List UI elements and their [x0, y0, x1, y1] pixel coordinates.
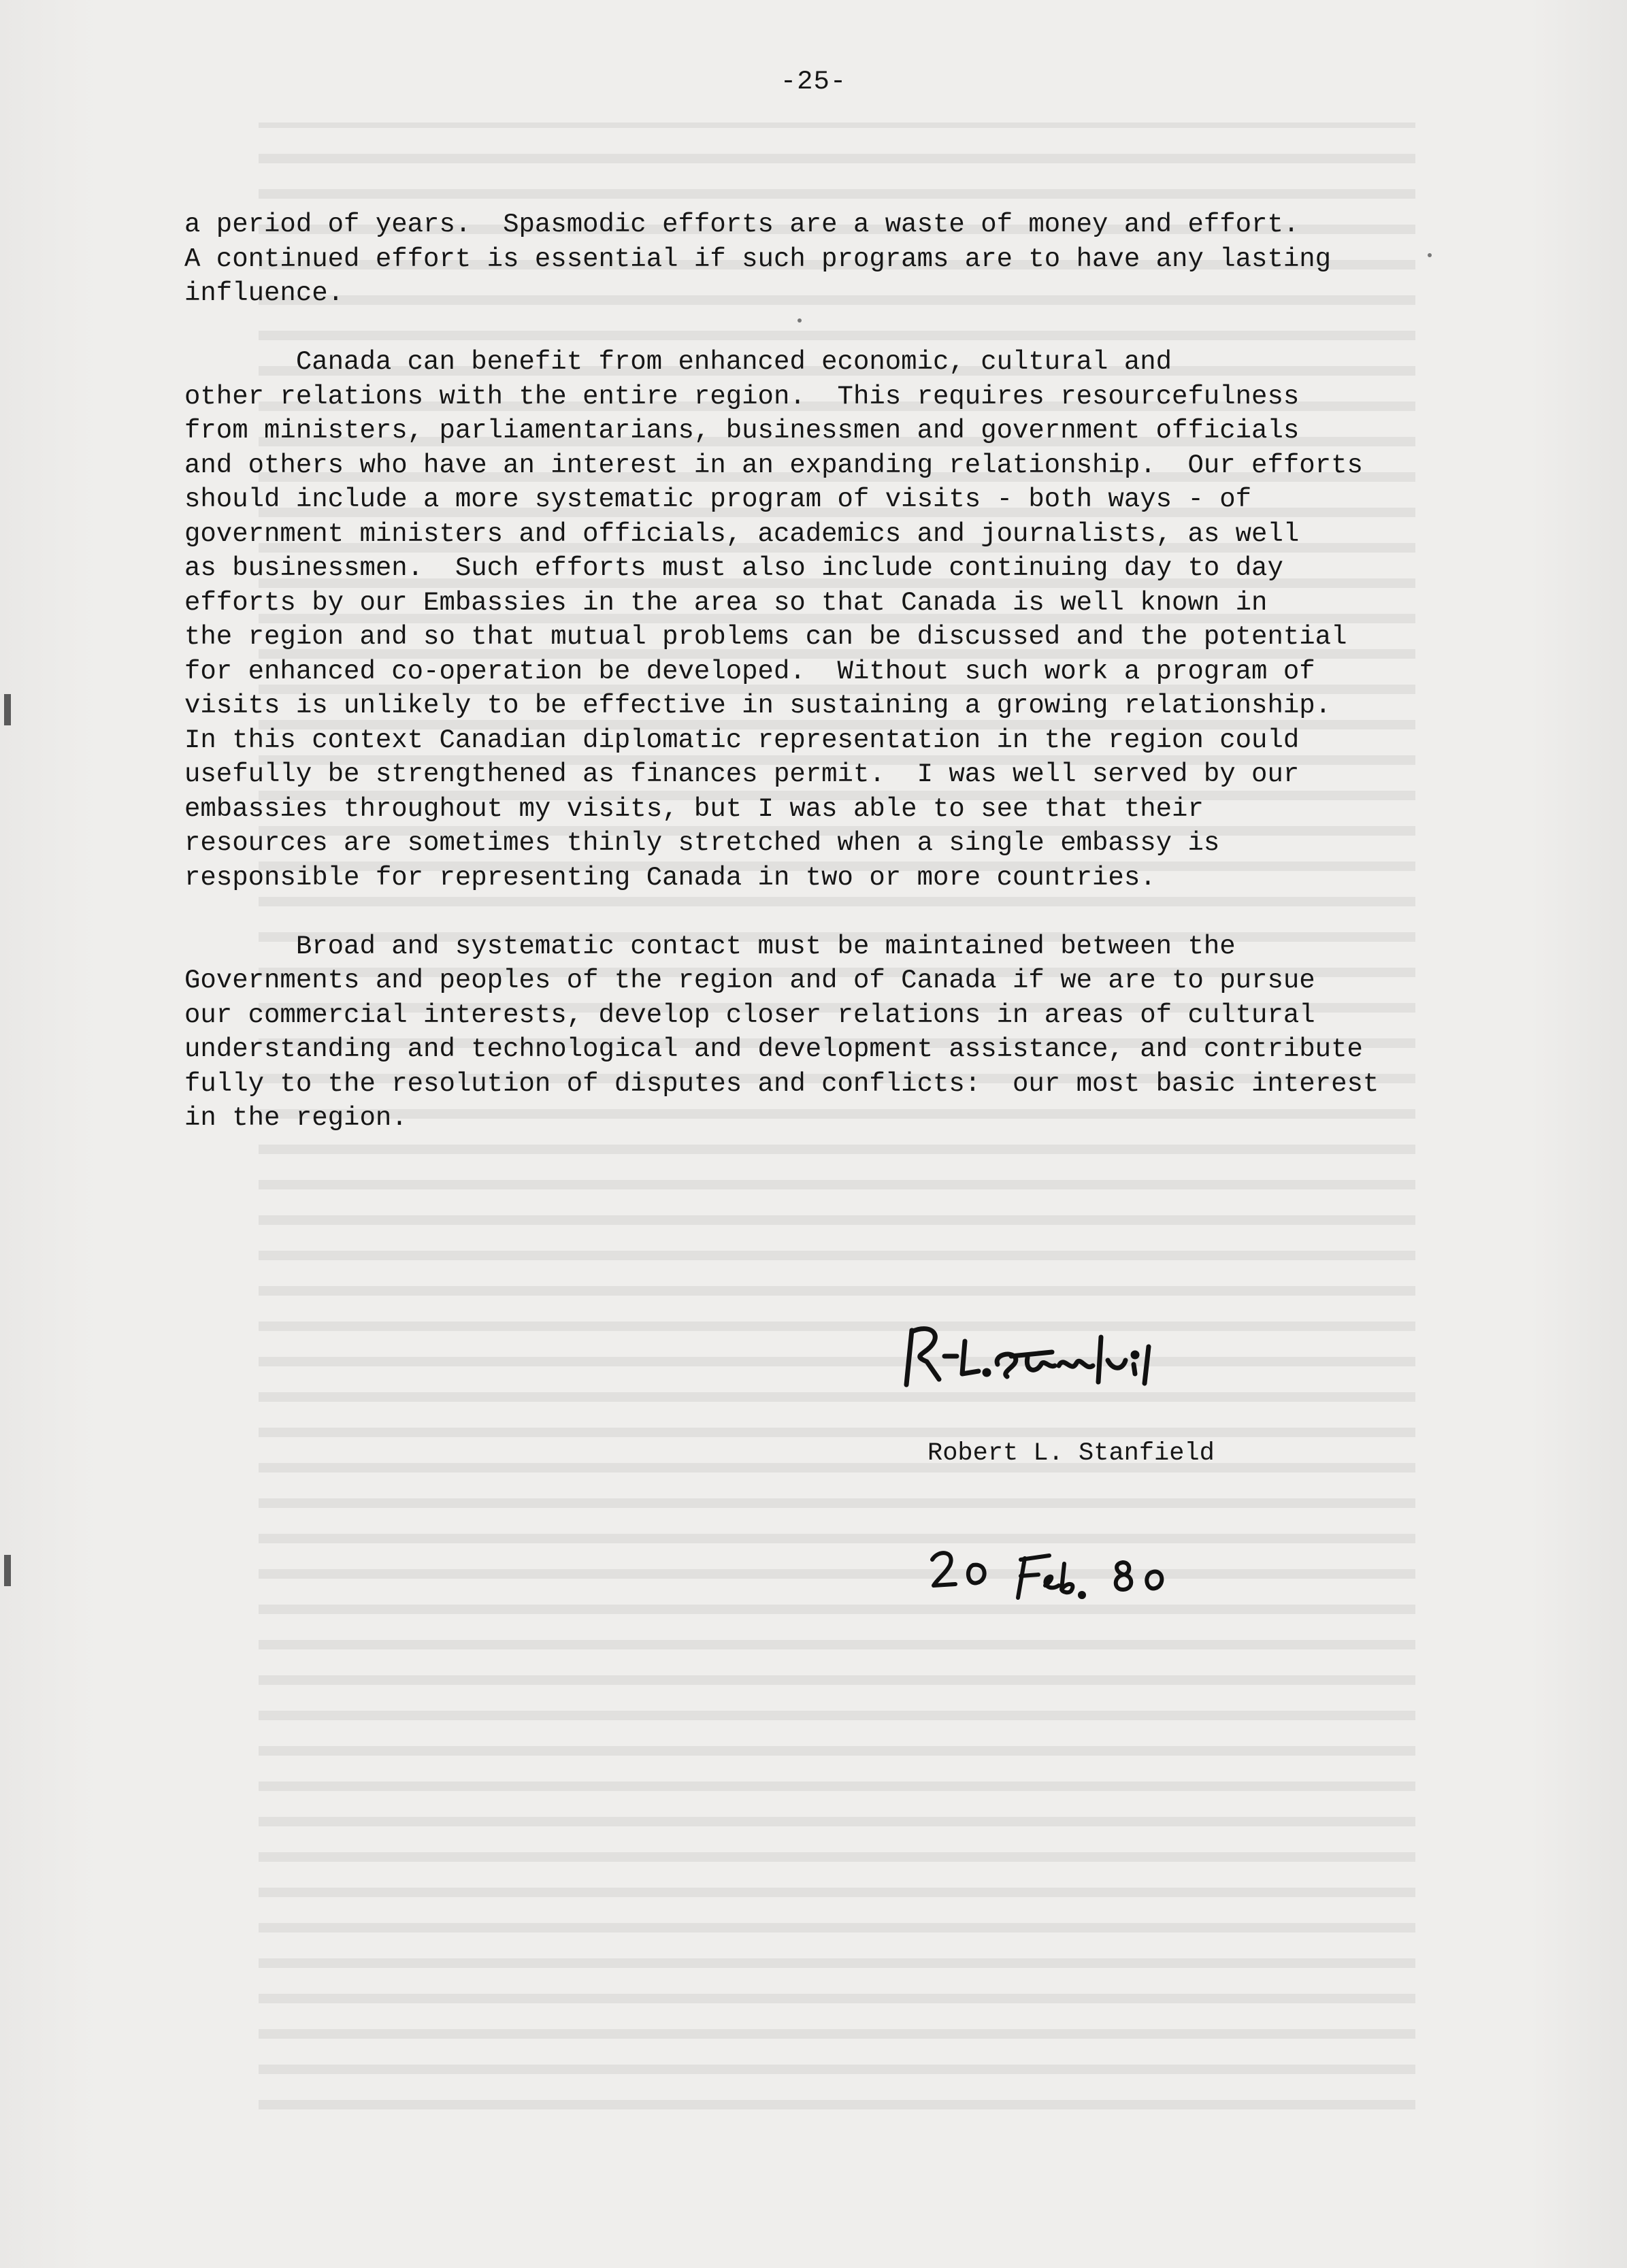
paragraph: [184, 208, 1477, 311]
text-line: Canada can benefit from enhanced economic, cultural and: [184, 347, 1172, 377]
text-line: for enhanced co-operation be developed. Without such work a program of: [184, 656, 1315, 687]
handwritten-signature: [891, 1317, 1272, 1398]
text-line: from ministers, parliamentarians, businessmen and government officials: [184, 416, 1300, 446]
text-line: embassies throughout my visits, but I was able to see that their: [184, 793, 1204, 824]
text-line: responsible for representing Canada in two or more countries.: [184, 862, 1156, 893]
text-line: usefully be strengthened as finances permit. I was well served by our: [184, 759, 1300, 789]
text-line: Governments and peoples of the region and of Canada if we are to pursue: [184, 966, 1315, 996]
handwritten-date: [925, 1531, 1211, 1606]
text-line: our commercial interests, develop closer relations in areas of cultural: [184, 1000, 1315, 1030]
text-line: A continued effort is essential if such programs are to have any lasting: [184, 244, 1332, 274]
text-line: and others who have an interest in an expanding relationship. Our efforts: [184, 450, 1363, 480]
paragraph: [184, 930, 1477, 1136]
paragraph: [184, 345, 1477, 895]
text-line: resources are sometimes thinly stretched when a single embassy is: [184, 828, 1220, 858]
text-line: a period of years. Spasmodic efforts are a waste of money and effort.: [184, 210, 1300, 240]
text-line: should include a more systematic program of visits - both ways - of: [184, 484, 1252, 514]
body-text: [184, 208, 1477, 1136]
text-line: influence.: [184, 278, 344, 308]
text-line: the region and so that mutual problems can be discussed and the potential: [184, 622, 1347, 652]
text-line: visits is unlikely to be effective in sustaining a growing relationship.: [184, 691, 1332, 721]
page-number: -25-: [780, 67, 847, 97]
text-line: other relations with the entire region. This requires resourcefulness: [184, 381, 1300, 412]
scan-edge-mark: [4, 694, 11, 725]
text-line: government ministers and officials, academics and journalists, as well: [184, 519, 1300, 549]
text-line: In this context Canadian diplomatic representation in the region could: [184, 725, 1300, 755]
text-line: efforts by our Embassies in the area so that Canada is well known in: [184, 587, 1268, 618]
text-line: in the region.: [184, 1103, 408, 1133]
text-line: understanding and technological and development assistance, and contribute: [184, 1034, 1363, 1064]
text-line: Broad and systematic contact must be maintained between the: [184, 931, 1236, 962]
text-line: as businessmen. Such efforts must also include continuing day to day: [184, 553, 1283, 583]
text-line: fully to the resolution of disputes and conflicts: our most basic interest: [184, 1068, 1379, 1099]
scan-edge-mark: [4, 1555, 11, 1586]
signatory-name: Robert L. Stanfield: [927, 1439, 1215, 1468]
